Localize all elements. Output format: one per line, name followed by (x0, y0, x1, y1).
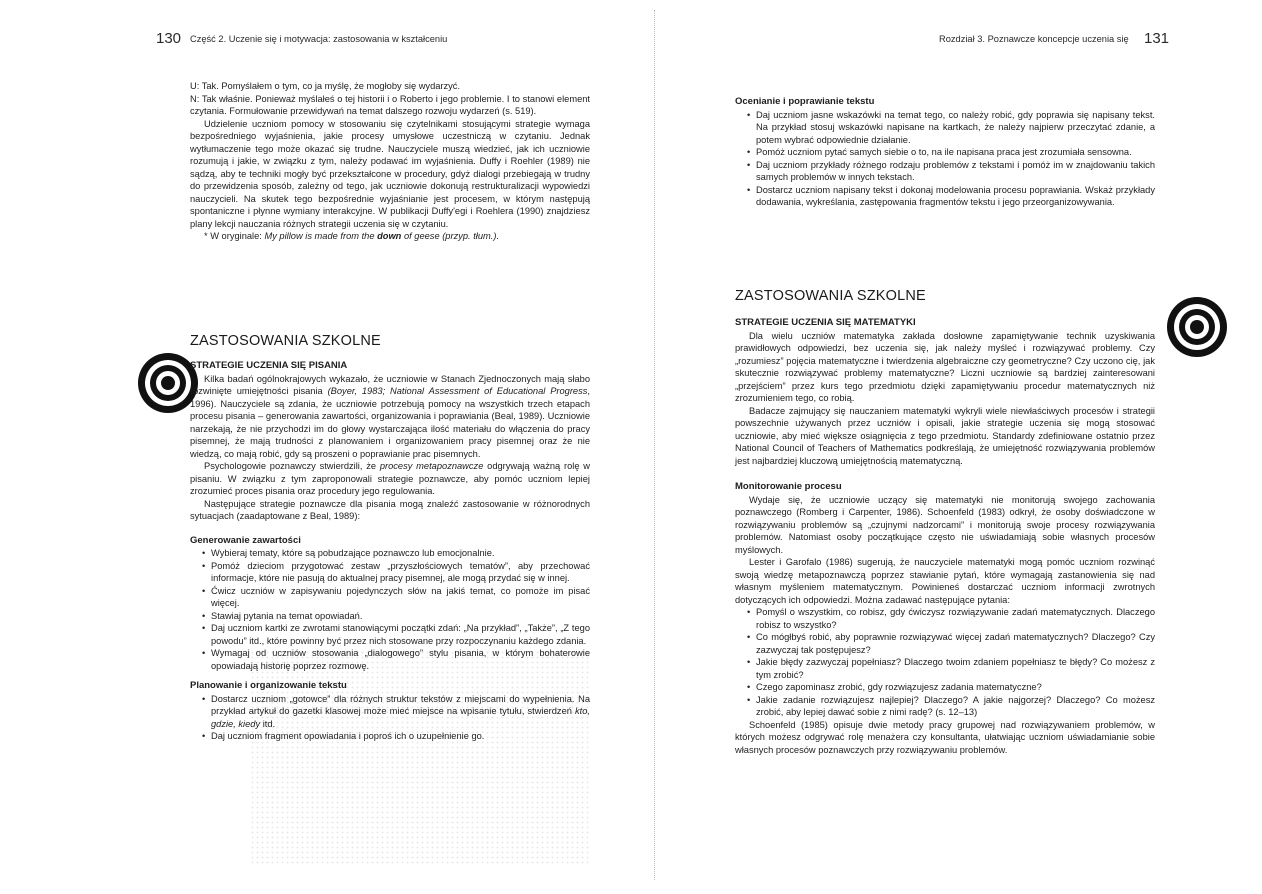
body-paragraph: Lester i Garofalo (1986) sugerują, że nauczyciele matematyki mogą pomóc uczniom rozwinąć swoją wiedzę metapoznawczą poprzez stawianie pytań, które wymagają zastanowienia się nad własnym myśleniem matematycznym. Powinieneś dostarczać uczniom informacji zwrotnych dotyczących ich odpowiedzi. Można zadawać następujące pytania: (735, 557, 1155, 605)
text-run: Daj uczniom fragment opowiadania i poproś ich o uzupełnienie go. (211, 731, 485, 741)
footnote-italic: My pillow is made from the (264, 231, 378, 241)
list-item: • Jakie błędy zazwyczaj popełniasz? Dlaczego twoim zdaniem popełniasz te błędy? Co możesz z tym zrobić? (735, 656, 1155, 681)
monitoring-heading: Monitorowanie procesu (735, 481, 842, 492)
text-run: Psychologowie poznawczy stwierdzili, że (204, 461, 380, 471)
list-item: • Daj uczniom kartki ze zwrotami stanowiącymi początki zdań: „Na przykład”, „Także”, „Z tego powodu” itd., które powinny być przez nich stosowane przy rozpoczynaniu każdego zdania. (190, 622, 590, 647)
generation-list (190, 547, 590, 672)
generation-heading: Generowanie zawartości (190, 534, 301, 546)
page-number: 131 (1144, 30, 1170, 47)
footnote-italic: of geese (przyp. tłum.). (401, 231, 500, 241)
evaluation-block (735, 96, 1155, 209)
list-item: • Czego zapominasz zrobić, gdy rozwiązujesz zadania matematyczne? (735, 681, 1155, 694)
list-item: • Wymagaj od uczniów stosowania „dialogowego” stylu pisania, w którym bohaterowie opowiadają historię poprzez rozmowę. (190, 647, 590, 672)
list-item: • Jakie zadanie rozwiązujesz najlepiej? Dlaczego? A jakie najgorzej? Dlaczego? Co możesz zrobić, aby lepiej dawać sobie z nimi radę? (s. 12–13) (735, 694, 1155, 719)
list-item (190, 730, 590, 743)
running-head: Rozdział 3. Poznawcze koncepcje uczenia się (939, 34, 1129, 44)
right-page (631, 0, 1262, 894)
list-item: • Pomyśl o wszystkim, co robisz, gdy ćwiczysz rozwiązywanie zadań matematycznych. Dlaczego robisz to wszystko? (735, 606, 1155, 631)
target-icon (1165, 295, 1229, 359)
list-item: • Daj uczniom przykłady różnego rodzaju problemów z tekstami i pomóż im w znajdowaniu takich samych problemów w innych tekstach. (735, 159, 1155, 184)
body-paragraph (190, 460, 590, 498)
footnote-bold: down (377, 231, 402, 241)
subsection-title: STRATEGIE UCZENIA SIĘ PISANIA (190, 360, 348, 371)
writing-section (190, 332, 590, 743)
list-item: • Ćwicz uczniów w zapisywaniu pojedynczych słów na jakiś temat, co pomoże im pisać więcej. (190, 585, 590, 610)
dialogue-line: U: Tak. Pomyślałem o tym, co ja myślę, że mogłoby się wydarzyć. (190, 81, 461, 91)
text-run: Dostarcz uczniom „gotowce” dla różnych struktur tekstów z miejscami do wypełnienia. Na przykład artykuł do gazetki klasowej może mieć miejsce na wpisanie tytułu, stwierdzeń (211, 693, 590, 716)
body-paragraph: Dla wielu uczniów matematyka zakłada dosłowne zapamiętywanie technik uzyskiwania prawidłowych odpowiedzi, bez uczenia się, jak należy myśleć i rozwiązywać problemy. Czy „rozumiesz” pojęcia matematyczne i twierdzenia algebraiczne czy geometryczne? Czy uczono cię, jak skutecznie rozwiązywać problemy matematyczne? Liczni uczniowie są bardziej zainteresowani „przejściem” przez kurs tego przedmiotu dzięki zapamiętywaniu procedur matematycznych niż zrozumieniem tego, co robią. (735, 330, 1155, 403)
page-number: 130 (156, 30, 182, 47)
list-item: • Dostarcz uczniom napisany tekst i dokonaj modelowania procesu poprawiania. Wskaż przykłady dodawania, wykreślania, zastępowania fragmentów tekstu i jego przeorganizowywania. (735, 184, 1155, 209)
body-paragraph: Schoenfeld (1985) opisuje dwie metody pracy grupowej nad rozwiązywaniem problemów, w których możesz odgrywać rolę menażera czy konsultanta, ułatwiając uczniom uświadamianie sobie własnych procesów poznawczych przy rozwiązywaniu problemów. (735, 719, 1155, 755)
body-paragraph: Wydaje się, że uczniowie uczący się matematyki nie monitorują swojego zachowania poznawczego (Romberg i Carpenter, 1986). Schoenfeld (1983) odkrył, że osoby doświadczone w rozwiązywaniu problemów są „czujnymi nadzorcami” i monitorują swoje procesy rozwiązywania problemów. Natomiast osoby początkujące często nie uświadamiają sobie własnych procesów myślowych. (735, 494, 1155, 555)
text-run: odgrywają ważną rolę w pisaniu. W związku z tym zaproponowali strategie poznawcze, aby pomóc uczniom lepiej zrozumieć proces pisania oraz procedury jego regulowania. (190, 461, 590, 496)
list-item: • Co mógłbyś robić, aby poprawnie rozwiązywać więcej zadań matematycznych? Dlaczego? Czy zazwyczaj tak postępujesz? (735, 631, 1155, 656)
body-paragraph: Udzielenie uczniom pomocy w stosowaniu się czytelnikami stosującymi strategie wymaga bezpośredniego wyjaśnienia, jakie procesy umysłowe uczestniczą w czytaniu. Jednak wytłumaczenie tego może okazać się trudne. Nauczyciele muszą wiedzieć, jak ich uczniowie rozumują i jakie, w związku z tym, należy podawać im wyjaśnienia. Duffy i Roehler (1989) nie sądzą, aby te techniki mogły być przekształcone w procedury, gdyż dialogi przebiegają w trudny do przewidzenia sposób, zależny od tego, jak uczniowie dokonują restrukturalizacji wypowiedzi nauczycieli. Na skutek tego bezpośrednie wyjaśnianie jest procesem, w którym następują spontaniczne i płynne wymiany interakcyjne. W publikacji Duffy'egi i Roehlera (1990) znajdziesz plany lekcji nauczania różnych strategii uczenia się w czytaniu. (190, 118, 590, 229)
body-paragraph (190, 373, 590, 461)
list-item: • Pomóż uczniom pytać samych siebie o to, na ile napisana praca jest zrozumiała sensowna. (735, 146, 1155, 159)
footnote (190, 230, 590, 243)
math-section (735, 287, 1155, 756)
emphasis: procesy metapoznawcze (379, 461, 484, 471)
planning-heading: Planowanie i organizowanie tekstu (190, 680, 347, 691)
list-item: • Pomóż dzieciom przygotować zestaw „przyszłościowych tematów”, aby przechować informacje, które nie pasują do aktualnej pracy pisemnej, ale mogą przydać się w innej. (190, 560, 590, 585)
opening-block (190, 80, 590, 243)
list-item: • Stawiaj pytania na temat opowiadań. (190, 610, 590, 623)
section-title: ZASTOSOWANIA SZKOLNE (190, 333, 381, 349)
running-head: Część 2. Uczenie się i motywacja: zastosowania w kształceniu (190, 34, 448, 44)
planning-list (190, 693, 590, 743)
dialogue-line: N: Tak właśnie. Ponieważ myślałeś o tej historii i o Roberto i jego problemie. I to stanowi element czytania. Formułowanie przewidywań na temat dalszego rozwoju wydarzeń (s. 519). (190, 93, 590, 116)
footnote-prefix: * W oryginale: (204, 231, 265, 241)
section-title: ZASTOSOWANIA SZKOLNE (735, 288, 926, 304)
list-item: • Wybieraj tematy, które są pobudzające poznawczo lub emocjonalnie. (190, 547, 590, 560)
text-run: itd. (260, 718, 276, 729)
evaluation-heading: Ocenianie i poprawianie tekstu (735, 96, 875, 107)
text-run: , 1996). Nauczyciele są zdania, że uczniowie potrzebują pomocy na wszystkich trzech etapach procesu pisania – generowania zawartości, organizowania i poprawiania (Beal, 1989). Uczniowie narzekają, że nie przychodzi im do głowy wystarczająca ilość materiału do włączenia do pracy pisemnej, że mają trudności z planowaniem i organizowaniem pracy pisemnej oraz że nie wiedzą, co mają robić, gdy są proszeni o poprawianie prac pisemnych. (190, 386, 590, 459)
list-item (190, 693, 590, 731)
question-list (735, 606, 1155, 719)
emphasis: kto, gdzie, kiedy (211, 706, 590, 729)
evaluation-list (735, 109, 1155, 209)
text-run: Kilka badań ogólnokrajowych wykazało, że uczniowie w Stanach Zjednoczonych mają słabo rozwinięte umiejętności pisania (190, 373, 590, 396)
citation: (Boyer, 1983; National Assessment of Educational Progress (327, 386, 588, 396)
list-item: • Daj uczniom jasne wskazówki na temat tego, co należy robić, gdy poprawia się napisany tekst. Na przykład stosuj wskazówki napisane na kartkach, że należy najpierw przeczytać zdanie, a potem wybrać odpowiednie działanie. (735, 109, 1155, 147)
subsection-title: STRATEGIE UCZENIA SIĘ MATEMATYKI (735, 317, 916, 328)
body-paragraph: Badacze zajmujący się nauczaniem matematyki wykryli wiele niewłaściwych procesów i strategii powszechnie używanych przez uczniów i opisali, jakie strategie uczenia się mogą stosować uczniowie, aby mieć większe osiągnięcia z tego przedmiotu. Standardy zdefiniowane ostatnio przez National Council of Teachers of Mathematics podkreślają, że umiejętność rozwiązywania problemów jest najbardziej kluczową umiejętnością matematyczną. (735, 405, 1155, 466)
body-paragraph: Następujące strategie poznawcze dla pisania mogą znaleźć zastosowanie w różnorodnych sytuacjach (zaadaptowane z Beal, 1989): (190, 498, 590, 521)
